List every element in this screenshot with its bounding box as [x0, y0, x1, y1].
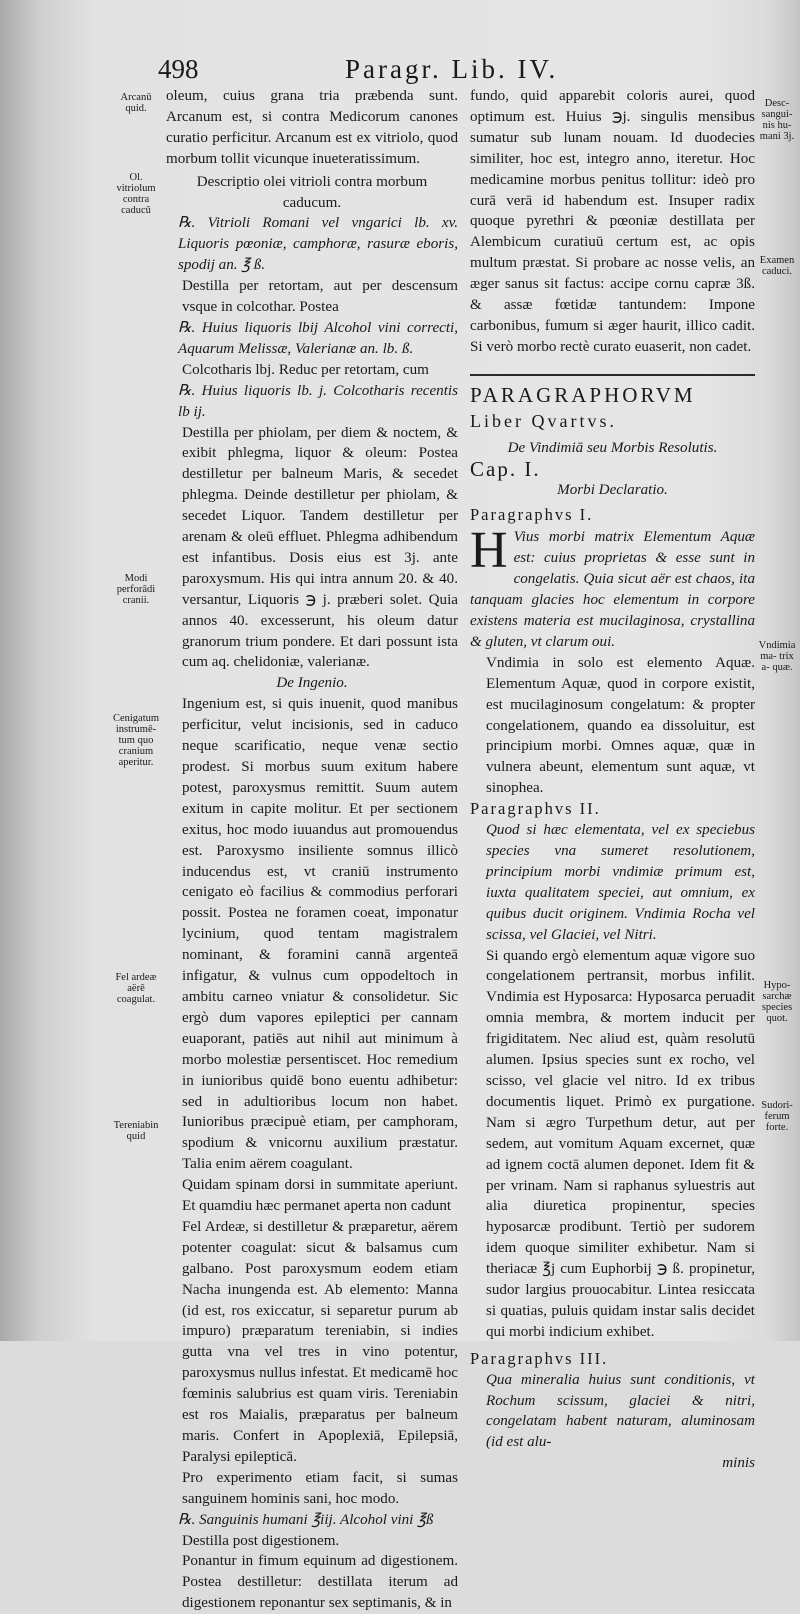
chapter-subheading: Morbi Declaratio.: [557, 481, 668, 498]
page-number: 498: [158, 54, 199, 84]
section-rule: [470, 374, 755, 376]
margin-note: Examen caduci.: [759, 255, 795, 277]
paragraph: Destilla post digestionem.: [182, 1532, 340, 1549]
paragraph: [470, 522, 755, 652]
paragraph: Quod si hæc elementata, vel ex speciebus species vna sumeret resolutionem, principium morbi vndimiæ primum est, iuxta qualitatem speciei, aut omnium, ex quibus ducit originem. Vndimia Rocha vel scissa, vel Glaciei, vel Nitri.: [486, 822, 755, 943]
margin-note: Tereniabin quid: [113, 1120, 159, 1142]
margin-note: Desc- sangui- nis hu- mani 3j.: [759, 98, 795, 142]
section-heading: Descriptio olei vitrioli contra morbum caducum.: [196, 173, 428, 211]
recipe: ℞. Vitrioli Romani vel vngarici lb. xv. Liquoris pœoniæ, camphoræ, rasuræ eboris, spodij an. ℥ ß.: [178, 215, 458, 274]
catchword: minis: [722, 1455, 755, 1472]
running-head: Paragr. Lib. IV.: [345, 54, 559, 84]
recipe: ℞. Sanguinis humani ℥iij. Alcohol vini ℥ß: [178, 1511, 434, 1528]
book-subtitle: Liber Qvartvs.: [470, 410, 617, 431]
paragraph-heading: Paragraphvs I.: [470, 504, 594, 524]
paragraph: Qua mineralia huius sunt conditionis, vt Rochum scissum, glaciei & nitri, congelatam habent naturam, aluminosam (id est alu-: [486, 1371, 755, 1451]
recipe: ℞. Huius liquoris lb. j. Colcotharis recentis lb ij.: [178, 382, 458, 420]
page-header: [150, 52, 710, 86]
paragraph: fundo, quid apparebit coloris aurei, quod optimum est. Huius ℈j. singulis mensibus sumatur sub lunam nouam. Id duodecies similiter, hoc est, integro anno, iteretur. Hoc medicamine morbus penitus tollitur: ideò pro curā verā id habendum est. Insuper radix quoque pyrethri & pœoniæ destillata per Alembicum curatiuū certum est, ac opis multum præstat. Si probare ac nosse velis, an æger sanus sit factus: accipe cornu capræ 3ß. & assæ fœtidæ tantundem: Impone carbonibus, fumum si æger haurit, illico cadit. Si verò morbo rectè curato euaserit, non cadet.: [470, 88, 755, 355]
section-heading: De Ingenio.: [276, 675, 348, 692]
paragraph: Destilla per retortam, aut per descensum vsque in colcothar. Postea: [182, 278, 458, 316]
paragraph: oleum, cuius grana tria præbenda sunt. Arcanum est, si contra Medicorum canones curatio perficitur. Arcanum est ex vitriolo, quod morbum tollit vicunque inueteratissimum.: [166, 88, 458, 167]
drop-cap: H: [470, 522, 508, 580]
recipe: ℞. Huius liquoris lbij Alcohol vini correcti, Aquarum Melissæ, Valerianæ an. lb. ß.: [178, 319, 458, 357]
paragraph: Fel Ardeæ, si destilletur & præparetur, aërem potenter coagulat: sicut & balsamus cum galbano. Post paroxysmum eodem etiam Nacha inungenda est. Ab elemento: Manna (id est, ros exiccatur, si separetur purum ab impuro) præparatum tereniabin, si indies gutta vna vel tres in vino potentur, paroxysmus nullus infestat. Et medicamē hoc fœminis salubrius est quam viris. Tereniabin est ros Maialis, præparatus per balneum maris. Confert in Apoplexiā, Epilepsiā, Paralysi epilepticā.: [182, 1218, 458, 1465]
paragraph: Ponantur in fimum equinum ad digestionem. Postea destilletur: destillata iterum ad digestionem reponantur sex septimanis, & in: [182, 1553, 458, 1612]
book-topic: De Vindimiā seu Morbis Resolutis.: [507, 439, 718, 456]
paragraph: Ingenium est, si quis inuenit, quod manibus perficitur, velut incisionis, sed in caduco neque scarificatio, neque venæ sectio prodest. Si morbus suum exitum habere potest, paroxysmus remittit. Suum autem exitum in capite molitur. Et per sectionem exitus, hoc modo iuuandus aut promouendus est. Paroxysmo insiliente somnus illicò inducendus est, vt craniū instrumento cenigato eò facilius & commodius perforari possit. Postea ne foramen coeat, imponatur lycinium, quod tentam magistralem nominant, & foramini cannā argenteā infigatur, & vulnus cum oppodeltoch in ambitu carneo vniatur & consolidetur. Sic ergò dum vapores epileptici per cannam euaporant, patiēs aut nihil aut minimum à morbo molestiæ persentiscet. Hoc remedium in iunioribus quidē bono euentu adhibetur: sed in adultioribus locum non habet. Iunioribus præcipuè etiam, per camphoram, spodium & vnicornu auxilium præstatur. Talia enim aërem coagulant.: [182, 696, 458, 1173]
margin-note: Fel ardeæ aërē coagulat.: [115, 972, 157, 1005]
paragraph: Quidam spinam dorsi in summitate aperiunt. Et quamdiu hæc permanet aperta non cadunt: [182, 1177, 458, 1215]
margin-note: Arcanū quid.: [120, 92, 152, 114]
paragraph: Destilla per phiolam, per diem & noctem, & exibit phlegma, liquor & oleum: Postea destilletur per balneum Maris, & secedet phlegma. Deinde destilletur per phiolam, & secedet Liquor. Tandem destilletur per arenam & oleū effluet. Phlegma adhibendum est infantibus. Dosis eius est 3j. ante paroxysmum. His qui intra annum 20. & 40. versantur, Liquoris ℈ j. præberi solet. Quia annos 40. excesserunt, his oleum datur granorum trium pondere. Et dari possunt ista cum aq. chelidoniæ, valerianæ.: [182, 424, 458, 671]
paragraph-text: Vius morbi matrix Elementum Aquæ est: cuius proprietas & esse sunt in congelatis. Quia sicut aër est chaos, ita tanquam glacies hoc elementum in corpore existens materia est mucilaginosa, crystallina & gluten, vt clarum oui.: [470, 529, 755, 650]
left-column: [166, 86, 458, 1614]
margin-note: Cenigatum instrumē- tum quo cranium aperitur.: [112, 713, 160, 768]
margin-note: Modi perforādi cranii.: [116, 573, 156, 606]
margin-note: Hypo- sarchæ species quot.: [761, 980, 793, 1024]
right-column: [470, 86, 755, 1474]
paragraph: Si quando ergò elementum aquæ vigore suo congelationem pertransit, morbus infilit. Vndimia est Hyposarca: Hyposarca peruadit omnia membra, & mortem inducit per frigiditatem. Nec aliud est, quàm resolutū alumen. Ipsius species sunt ex rocho, vel scisso, vel glacie vel nitro. Id ex tribus documentis liquet. Primò ex purgatione. Nam si ægro Turpethum detur, aut per sedem, aut vomitum Aquam excernet, quæ ad ignem coctā alumen deponet. Idem fit & per vrinam. Nam si raphanus syluestris aut alia diuretica propinentur, species hyposarcæ prodibunt. Tertiò per sudorem idem quoque similiter exhibetur. Nam si theriacæ ℥j cum Euphorbij ℈ ß. propinetur, sudor largius prouocabitur. Lintea resiccata si quatias, puluis quidam instar salis decidet qui morbi indicium exhibet.: [486, 947, 755, 1340]
margin-note: Ol. vitriolum contra caducū: [116, 172, 156, 216]
paragraph-heading: Paragraphvs III.: [470, 1348, 609, 1368]
paragraph: Colcotharis lbj. Reduc per retortam, cum: [182, 361, 429, 378]
chapter-heading: Cap. I.: [470, 456, 541, 481]
paragraph-heading: Paragraphvs II.: [470, 799, 601, 819]
paragraph: Vndimia in solo est elemento Aquæ. Elementum Aquæ, quod in corpore existit, est mucilaginosum congelatum: & propter congelationem, quando ea dissoluitur, est principium morbi. Omnes aquæ, quæ in vulnera abeunt, elementum sunt aquæ, vt sinophea.: [486, 654, 755, 797]
book-title: PARAGRAPHORVM: [470, 382, 696, 407]
paragraph: Pro experimento etiam facit, si sumas sanguinem hominis sani, hoc modo.: [182, 1469, 458, 1507]
margin-note: Vndimia ma- trix a- quæ.: [758, 640, 796, 673]
margin-note: Sudori- ferum forte.: [761, 1100, 793, 1133]
